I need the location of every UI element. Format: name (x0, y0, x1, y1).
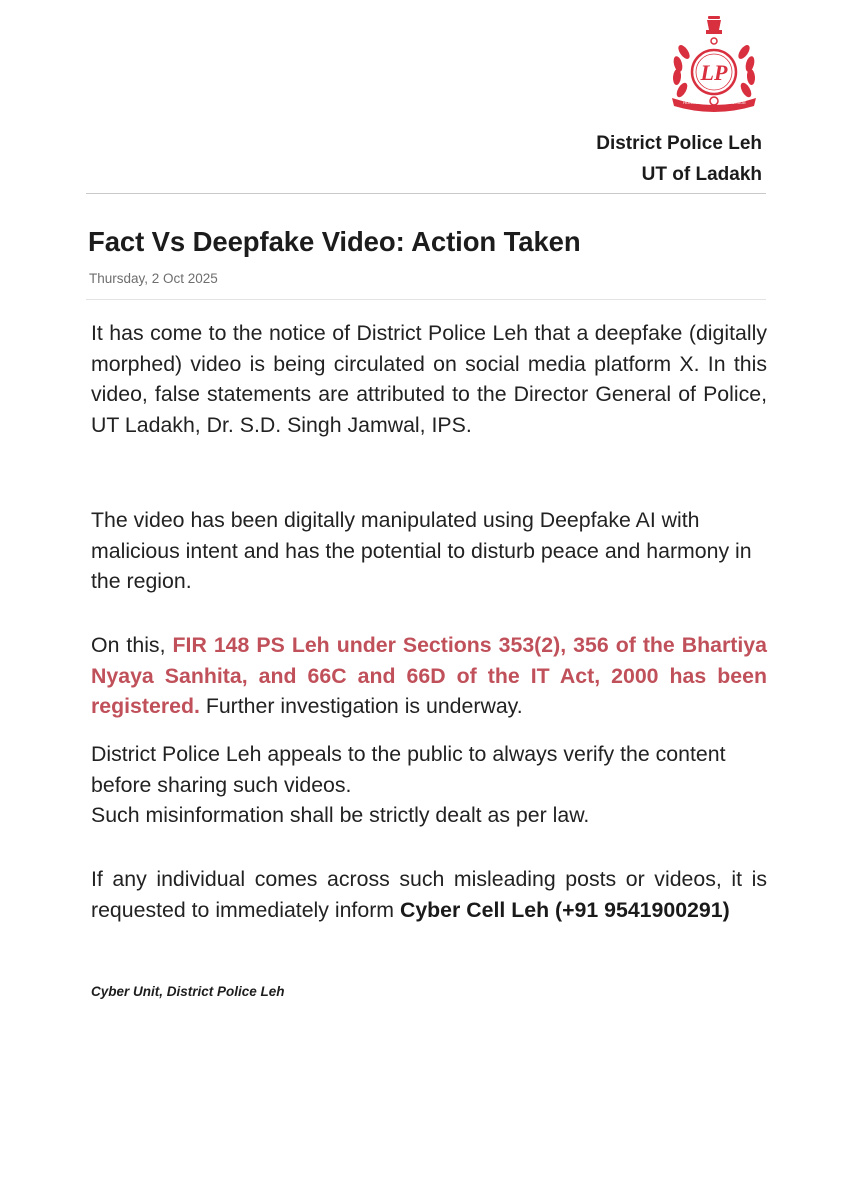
paragraph-contact (91, 864, 767, 925)
contact-text: If any individual comes across such misleading posts or videos, it is requested to immediately inform (91, 867, 767, 922)
fir-tail: Further investigation is underway. (199, 694, 523, 719)
paragraph-fir (91, 630, 767, 722)
publish-date: Thursday, 2 Oct 2025 (89, 271, 218, 286)
emblem-monogram: LP (700, 60, 728, 85)
emblem-ribbon-right: COURAGE (725, 100, 747, 105)
contact-name: Cyber Cell Leh (399, 897, 550, 922)
org-name: District Police Leh (596, 133, 762, 154)
organization-block (596, 128, 762, 190)
appeal-line: District Police Leh appeals to the public to always verify the content before sharing such videos. (91, 742, 726, 797)
emblem-ribbon-left: HONOUR (683, 100, 701, 105)
ladakh-police-emblem-icon (664, 12, 764, 116)
org-region: UT of Ladakh (641, 164, 762, 185)
page-title: Fact Vs Deepfake Video: Action Taken (88, 226, 581, 257)
contact-phone: (+91 9541900291) (555, 897, 730, 922)
title-divider (86, 299, 766, 300)
paragraph-notice: It has come to the notice of District Police Leh that a deepfake (digitally morphed) video is being circulated on social media platform X. In this video, false statements are attributed to the Director General of Police, UT Ladakh, Dr. S.D. Singh Jamwal, IPS. (91, 321, 767, 437)
fir-highlight: FIR 148 PS Leh under Sections 353(2), 356 of the Bhartiya Nyaya Sanhita, and 66C and 66D of the IT Act, 2000 has been registered. (91, 633, 767, 719)
law-warning-line: Such misinformation shall be strictly dealt as per law. (91, 803, 590, 828)
header-divider (86, 193, 766, 194)
paragraph-appeal (91, 739, 767, 831)
signature: Cyber Unit, District Police Leh (91, 984, 285, 999)
paragraph-manipulation: The video has been digitally manipulated using Deepfake AI with malicious intent and has the potential to disturb peace and harmony in the region. (91, 508, 752, 594)
fir-lead: On this, (91, 633, 173, 657)
